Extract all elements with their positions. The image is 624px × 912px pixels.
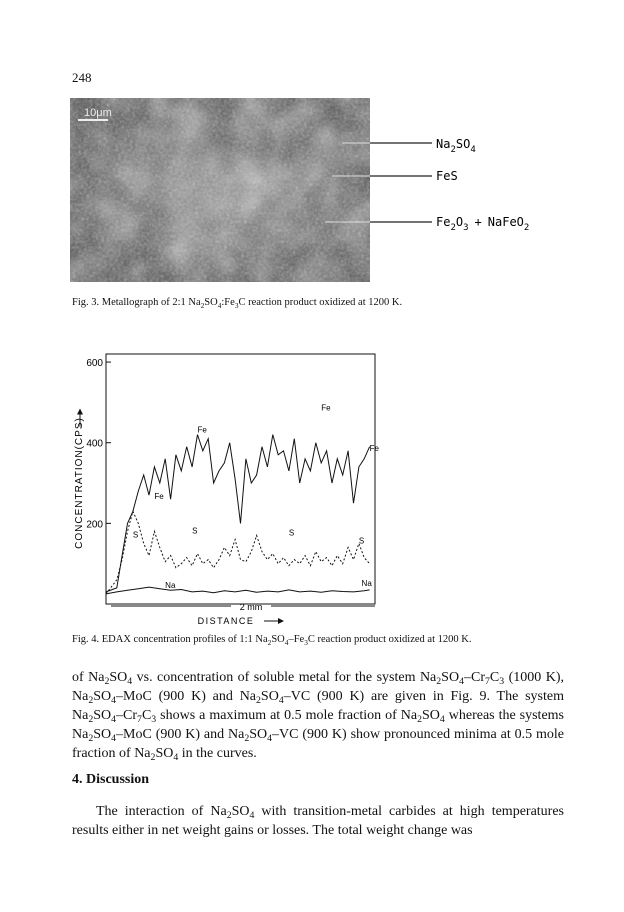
y-tick-label: 400 xyxy=(86,438,103,450)
subscript: 2 xyxy=(104,676,110,687)
subscript: 4 xyxy=(459,676,464,687)
figure-3-caption: Fig. 3. Metallograph of 2:1 $Na_2SO_4:Fe_3C$ reaction product oxidized at 1200 K. xyxy=(72,297,403,310)
text-run: –MoC (900 K) and Na xyxy=(116,689,257,704)
subscript: 3 xyxy=(499,676,505,687)
text-run: whereas the systems Na xyxy=(72,708,564,742)
text-run: SO xyxy=(109,670,128,685)
subscript: 2 xyxy=(226,810,232,821)
text-run: SO xyxy=(260,689,279,704)
text-run: vs. concentration of soluble metal for the system Na xyxy=(132,670,437,685)
metallograph-image xyxy=(70,98,557,282)
curve-label: Fe xyxy=(321,403,331,413)
text-run: (1000 K), Na xyxy=(72,670,564,704)
text-run: –MoC (900 K) and Na xyxy=(116,727,245,742)
text-run: SO xyxy=(231,804,250,819)
series-line-na xyxy=(106,587,370,594)
edax-chart xyxy=(70,340,400,640)
curve-label: Na xyxy=(165,580,176,590)
series-line-s xyxy=(106,511,370,594)
curve-label: Fe xyxy=(154,492,164,502)
subscript: 7 xyxy=(484,676,490,687)
text-run: SO xyxy=(93,727,112,742)
subscript: 4 xyxy=(278,695,284,706)
x-axis-arrowhead xyxy=(278,618,284,624)
phase-label: $Fe_2O_3$ + NaFeO$_2$ xyxy=(436,215,530,233)
section-heading: 4. Discussion xyxy=(72,772,150,787)
y-axis-label: CONCENTRATION(CPS) xyxy=(74,417,85,549)
text-run: in the curves. xyxy=(178,746,257,761)
text-run: shows a maximum at 0.5 mole fraction of Na xyxy=(156,708,418,723)
curve-label: S xyxy=(358,536,365,546)
text-run: C xyxy=(141,708,152,723)
subscript: 2 xyxy=(88,733,94,744)
subscript: 2 xyxy=(256,695,261,706)
text-run: SO xyxy=(93,708,112,723)
subscript: 2 xyxy=(88,714,94,725)
scale-label: 10μm xyxy=(84,107,112,119)
y-tick-label: 600 xyxy=(86,358,103,370)
subscript: 4 xyxy=(111,714,117,725)
scale-bar-label: 2 mm xyxy=(239,602,263,612)
subscript: 4 xyxy=(111,733,117,744)
subscript: 3 xyxy=(151,714,157,725)
subscript: 2 xyxy=(244,733,250,744)
text-run: SO xyxy=(249,727,268,742)
x-axis-label: DISTANCE xyxy=(197,616,255,626)
body-paragraph xyxy=(72,668,564,763)
subscript: 4 xyxy=(111,695,117,706)
phase-label: FeS xyxy=(436,169,458,183)
text-run: –Cr xyxy=(463,670,485,685)
subscript: 4 xyxy=(267,733,273,744)
page-number: 248 xyxy=(72,70,92,85)
text-run: –VC (900 K) show pronounced minima at 0.5 mole fraction of Na xyxy=(72,727,564,761)
curve-label: S xyxy=(132,530,139,540)
text-run: SO xyxy=(93,689,112,704)
curve-label: S xyxy=(288,528,295,538)
curve-label: S xyxy=(192,526,198,536)
text-run: –Cr xyxy=(116,708,138,723)
subscript: 2 xyxy=(417,714,422,725)
subscript: 4 xyxy=(439,714,445,725)
text-run: SO xyxy=(441,670,460,685)
text-run: The interaction of Na xyxy=(96,804,227,819)
subscript: 7 xyxy=(137,714,142,725)
text-run: of Na xyxy=(72,670,105,685)
curve-label: Fe xyxy=(369,443,379,453)
plot-frame xyxy=(106,354,375,604)
subscript: 4 xyxy=(173,752,179,763)
subscript: 2 xyxy=(436,676,442,687)
figure-4-caption: Fig. 4. EDAX concentration profiles of 1:1 $Na_2SO_4-Fe_3C$ reaction product oxidized at 1200 K. xyxy=(72,634,472,647)
subscript: 4 xyxy=(249,810,255,821)
subscript: 2 xyxy=(88,695,94,706)
y-tick-label: 200 xyxy=(86,519,103,531)
curve-label: Fe xyxy=(197,425,207,435)
subscript: 2 xyxy=(150,752,156,763)
curve-label: Na xyxy=(361,578,372,588)
series-line-fe xyxy=(106,435,370,592)
text-run: SO xyxy=(421,708,440,723)
phase-label: $Na_2SO_4$ xyxy=(436,137,476,155)
body-paragraph xyxy=(72,802,564,840)
text-run: –VC (900 K) are given in Fig. 9. The system Na xyxy=(72,689,564,723)
text-run: SO xyxy=(155,746,174,761)
text-run: C xyxy=(489,670,500,685)
y-axis-arrowhead xyxy=(77,408,83,414)
text-run: with transition-metal carbides at high temperatures results either in net weight gains or losses. The total weight change was xyxy=(72,804,564,838)
subscript: 4 xyxy=(127,676,133,687)
